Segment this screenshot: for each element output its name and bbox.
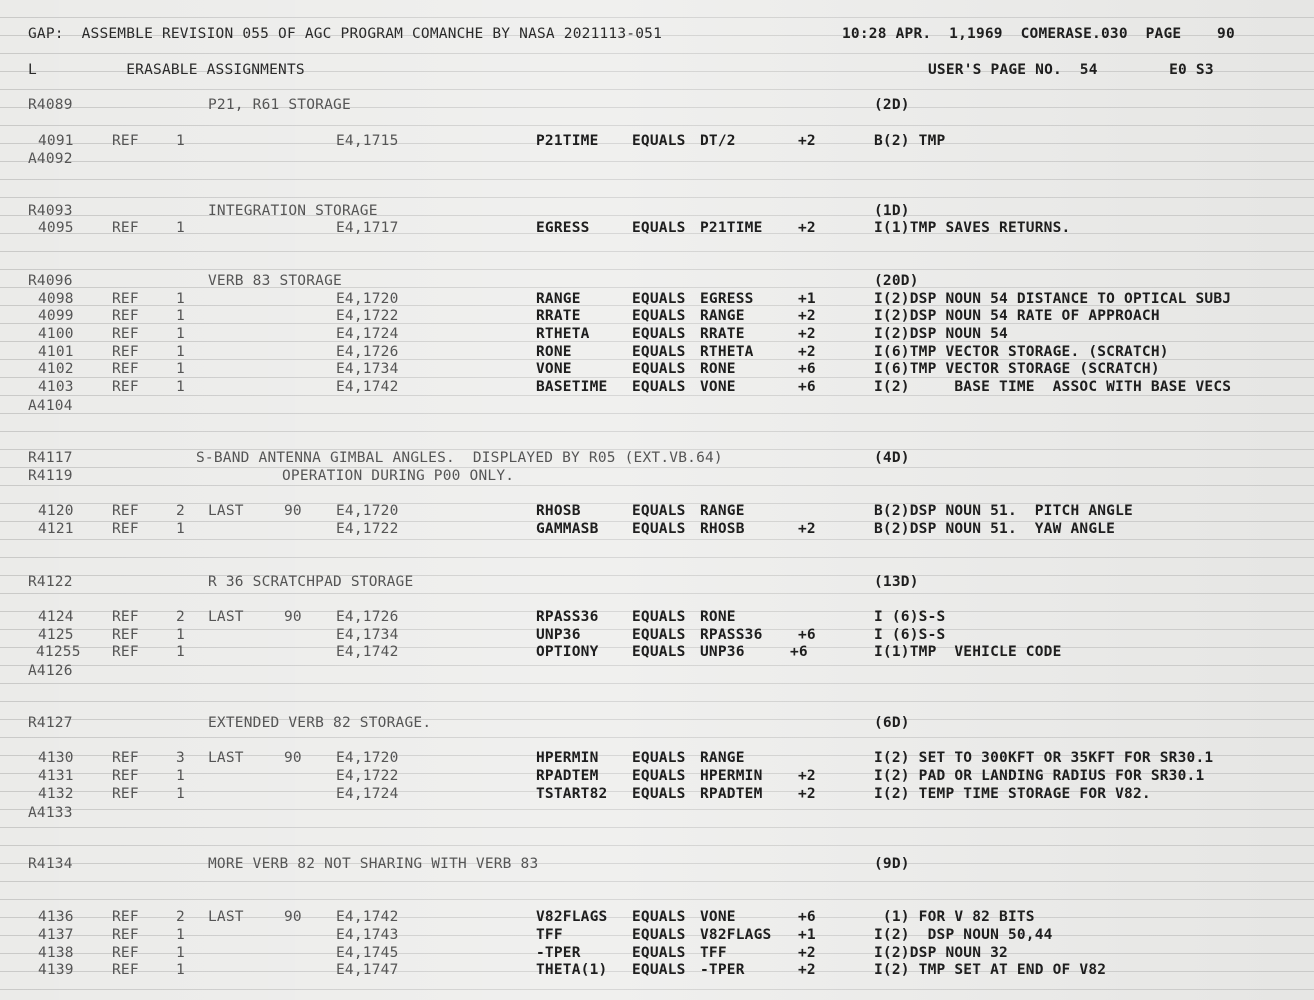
ref-count: 1 xyxy=(176,627,185,643)
line-number: 4103 xyxy=(38,379,74,395)
erasable-address: E4,1734 xyxy=(336,627,399,643)
section-title: R 36 SCRATCHPAD STORAGE xyxy=(208,574,414,590)
base-symbol: VONE xyxy=(700,379,736,395)
base-symbol: RPASS36 xyxy=(700,627,763,643)
last-page: 90 xyxy=(284,609,302,625)
erasable-address: E4,1745 xyxy=(336,945,399,961)
base-symbol: RRATE xyxy=(700,326,745,342)
section-size: (2D) xyxy=(874,97,910,113)
equals-keyword: EQUALS xyxy=(632,133,686,149)
ref-label: REF xyxy=(112,927,139,943)
equals-keyword: EQUALS xyxy=(632,909,686,925)
section-sequence-number: R4127 xyxy=(28,715,73,731)
ref-count: 1 xyxy=(176,521,185,537)
symbol-name: TSTART82 xyxy=(536,786,608,802)
symbol-name: P21TIME xyxy=(536,133,599,149)
ref-count: 1 xyxy=(176,768,185,784)
last-label: LAST xyxy=(208,503,244,519)
section-sequence-number: R4119 xyxy=(28,468,73,484)
symbol-name: TFF xyxy=(536,927,563,943)
section-sequence-number: R4122 xyxy=(28,574,73,590)
ref-count: 1 xyxy=(176,291,185,307)
equals-keyword: EQUALS xyxy=(632,379,686,395)
ref-label: REF xyxy=(112,786,139,802)
symbol-name: BASETIME xyxy=(536,379,608,395)
listing-marker: A4133 xyxy=(28,805,73,821)
offset: +2 xyxy=(798,308,816,324)
equals-keyword: EQUALS xyxy=(632,768,686,784)
ref-label: REF xyxy=(112,361,139,377)
ref-label: REF xyxy=(112,644,139,660)
symbol-name: RRATE xyxy=(536,308,581,324)
offset: +6 xyxy=(798,361,816,377)
line-number: 4131 xyxy=(38,768,74,784)
header-left: GAP: ASSEMBLE REVISION 055 OF AGC PROGRAM COMANCHE BY NASA 2021113-051 xyxy=(28,26,663,42)
offset: +2 xyxy=(798,786,816,802)
comment: I(2) PAD OR LANDING RADIUS FOR SR30.1 xyxy=(874,768,1205,784)
base-symbol: DT/2 xyxy=(700,133,736,149)
section-title: INTEGRATION STORAGE xyxy=(208,203,378,219)
base-symbol: P21TIME xyxy=(700,220,763,236)
line-number: 4101 xyxy=(38,344,74,360)
comment: (1) FOR V 82 BITS xyxy=(874,909,1035,925)
offset: +6 xyxy=(790,644,808,660)
equals-keyword: EQUALS xyxy=(632,750,686,766)
equals-keyword: EQUALS xyxy=(632,927,686,943)
subheader-left: L ERASABLE ASSIGNMENTS xyxy=(28,62,305,78)
erasable-address: E4,1717 xyxy=(336,220,399,236)
ref-count: 1 xyxy=(176,344,185,360)
ref-count: 1 xyxy=(176,133,185,149)
line-number: 4091 xyxy=(38,133,74,149)
base-symbol: RTHETA xyxy=(700,344,754,360)
offset: +6 xyxy=(798,627,816,643)
ref-label: REF xyxy=(112,909,139,925)
line-number: 4138 xyxy=(38,945,74,961)
comment: I(1)TMP SAVES RETURNS. xyxy=(874,220,1071,236)
line-number: 4102 xyxy=(38,361,74,377)
offset: +1 xyxy=(798,291,816,307)
comment: I(6)TMP VECTOR STORAGE (SCRATCH) xyxy=(874,361,1160,377)
equals-keyword: EQUALS xyxy=(632,786,686,802)
equals-keyword: EQUALS xyxy=(632,503,686,519)
offset: +2 xyxy=(798,962,816,978)
line-number: 4130 xyxy=(38,750,74,766)
comment: I(2)DSP NOUN 54 DISTANCE TO OPTICAL SUBJ xyxy=(874,291,1232,307)
line-number: 41255 xyxy=(36,644,81,660)
ref-count: 1 xyxy=(176,379,185,395)
offset: +2 xyxy=(798,133,816,149)
offset: +2 xyxy=(798,521,816,537)
symbol-name: HPERMIN xyxy=(536,750,599,766)
ref-count: 1 xyxy=(176,962,185,978)
base-symbol: VONE xyxy=(700,909,736,925)
equals-keyword: EQUALS xyxy=(632,609,686,625)
line-number: 4125 xyxy=(38,627,74,643)
offset: +2 xyxy=(798,768,816,784)
section-size: (20D) xyxy=(874,273,919,289)
offset: +2 xyxy=(798,326,816,342)
erasable-address: E4,1726 xyxy=(336,344,399,360)
ref-count: 1 xyxy=(176,945,185,961)
section-title: EXTENDED VERB 82 STORAGE. xyxy=(208,715,432,731)
ref-label: REF xyxy=(112,768,139,784)
equals-keyword: EQUALS xyxy=(632,945,686,961)
comment: I(2) TEMP TIME STORAGE FOR V82. xyxy=(874,786,1151,802)
comment: B(2)DSP NOUN 51. YAW ANGLE xyxy=(874,521,1116,537)
line-number: 4124 xyxy=(38,609,74,625)
comment: I(2) BASE TIME ASSOC WITH BASE VECS xyxy=(874,379,1232,395)
ref-count: 1 xyxy=(176,644,185,660)
erasable-address: E4,1724 xyxy=(336,326,399,342)
offset: +6 xyxy=(798,909,816,925)
offset: +1 xyxy=(798,927,816,943)
base-symbol: UNP36 xyxy=(700,644,745,660)
listing-marker: A4092 xyxy=(28,151,73,167)
symbol-name: THETA(1) xyxy=(536,962,608,978)
last-label: LAST xyxy=(208,609,244,625)
line-number: 4098 xyxy=(38,291,74,307)
base-symbol: RONE xyxy=(700,609,736,625)
symbol-name: EGRESS xyxy=(536,220,590,236)
header-right: 10:28 APR. 1,1969 COMERASE.030 PAGE 90 xyxy=(842,26,1235,42)
comment: I(6)TMP VECTOR STORAGE. (SCRATCH) xyxy=(874,344,1169,360)
comment: I(2)DSP NOUN 32 xyxy=(874,945,1008,961)
ref-label: REF xyxy=(112,945,139,961)
equals-keyword: EQUALS xyxy=(632,644,686,660)
comment: I (6)S-S xyxy=(874,609,946,625)
equals-keyword: EQUALS xyxy=(632,326,686,342)
section-sequence-number: R4134 xyxy=(28,856,73,872)
equals-keyword: EQUALS xyxy=(632,344,686,360)
symbol-name: -TPER xyxy=(536,945,581,961)
section-sequence-number: R4089 xyxy=(28,97,73,113)
base-symbol: EGRESS xyxy=(700,291,754,307)
erasable-address: E4,1724 xyxy=(336,786,399,802)
section-sequence-number: R4096 xyxy=(28,273,73,289)
offset: +6 xyxy=(798,379,816,395)
ref-count: 1 xyxy=(176,927,185,943)
listing-marker: A4126 xyxy=(28,663,73,679)
line-number: 4095 xyxy=(38,220,74,236)
ref-count: 1 xyxy=(176,308,185,324)
ref-count: 1 xyxy=(176,786,185,802)
section-sequence-number: R4093 xyxy=(28,203,73,219)
line-number: 4100 xyxy=(38,326,74,342)
symbol-name: RHOSB xyxy=(536,503,581,519)
ref-label: REF xyxy=(112,133,139,149)
last-page: 90 xyxy=(284,909,302,925)
equals-keyword: EQUALS xyxy=(632,308,686,324)
symbol-name: RPADTEM xyxy=(536,768,599,784)
listing-marker: A4104 xyxy=(28,398,73,414)
erasable-address: E4,1720 xyxy=(336,503,399,519)
offset: +2 xyxy=(798,945,816,961)
erasable-address: E4,1742 xyxy=(336,379,399,395)
symbol-name: VONE xyxy=(536,361,572,377)
erasable-address: E4,1734 xyxy=(336,361,399,377)
symbol-name: OPTIONY xyxy=(536,644,599,660)
section-title-continuation: OPERATION DURING P00 ONLY. xyxy=(282,468,515,484)
erasable-address: E4,1722 xyxy=(336,768,399,784)
comment: I(2) TMP SET AT END OF V82 xyxy=(874,962,1107,978)
base-symbol: RPADTEM xyxy=(700,786,763,802)
offset: +2 xyxy=(798,220,816,236)
ref-count: 2 xyxy=(176,909,185,925)
line-number: 4136 xyxy=(38,909,74,925)
last-label: LAST xyxy=(208,909,244,925)
base-symbol: TFF xyxy=(700,945,727,961)
line-number: 4132 xyxy=(38,786,74,802)
symbol-name: V82FLAGS xyxy=(536,909,608,925)
base-symbol: RANGE xyxy=(700,308,745,324)
symbol-name: UNP36 xyxy=(536,627,581,643)
comment: B(2) TMP xyxy=(874,133,946,149)
comment: B(2)DSP NOUN 51. PITCH ANGLE xyxy=(874,503,1133,519)
line-number: 4139 xyxy=(38,962,74,978)
ref-label: REF xyxy=(112,627,139,643)
ref-count: 2 xyxy=(176,503,185,519)
symbol-name: RONE xyxy=(536,344,572,360)
comment: I(2) DSP NOUN 50,44 xyxy=(874,927,1053,943)
comment: I(2)DSP NOUN 54 xyxy=(874,326,1008,342)
last-page: 90 xyxy=(284,750,302,766)
ref-count: 2 xyxy=(176,609,185,625)
equals-keyword: EQUALS xyxy=(632,627,686,643)
ref-count: 3 xyxy=(176,750,185,766)
section-sequence-number: R4117 xyxy=(28,450,73,466)
ref-label: REF xyxy=(112,521,139,537)
ref-label: REF xyxy=(112,962,139,978)
line-number: 4121 xyxy=(38,521,74,537)
erasable-address: E4,1742 xyxy=(336,644,399,660)
line-number: 4099 xyxy=(38,308,74,324)
erasable-address: E4,1743 xyxy=(336,927,399,943)
erasable-address: E4,1715 xyxy=(336,133,399,149)
ref-count: 1 xyxy=(176,220,185,236)
last-label: LAST xyxy=(208,750,244,766)
section-title: VERB 83 STORAGE xyxy=(208,273,342,289)
erasable-address: E4,1720 xyxy=(336,291,399,307)
erasable-address: E4,1720 xyxy=(336,750,399,766)
section-size: (4D) xyxy=(874,450,910,466)
base-symbol: RONE xyxy=(700,361,736,377)
base-symbol: RHOSB xyxy=(700,521,745,537)
equals-keyword: EQUALS xyxy=(632,962,686,978)
section-size: (6D) xyxy=(874,715,910,731)
equals-keyword: EQUALS xyxy=(632,220,686,236)
ref-label: REF xyxy=(112,609,139,625)
base-symbol: HPERMIN xyxy=(700,768,763,784)
comment: I (6)S-S xyxy=(874,627,946,643)
ref-count: 1 xyxy=(176,361,185,377)
comment: I(2) SET TO 300KFT OR 35KFT FOR SR30.1 xyxy=(874,750,1214,766)
section-title: MORE VERB 82 NOT SHARING WITH VERB 83 xyxy=(208,856,539,872)
equals-keyword: EQUALS xyxy=(632,521,686,537)
ref-label: REF xyxy=(112,308,139,324)
section-title: P21, R61 STORAGE xyxy=(208,97,351,113)
ref-label: REF xyxy=(112,326,139,342)
comment: I(1)TMP VEHICLE CODE xyxy=(874,644,1062,660)
ref-label: REF xyxy=(112,344,139,360)
symbol-name: RANGE xyxy=(536,291,581,307)
symbol-name: RPASS36 xyxy=(536,609,599,625)
line-number: 4120 xyxy=(38,503,74,519)
equals-keyword: EQUALS xyxy=(632,361,686,377)
comment: I(2)DSP NOUN 54 RATE OF APPROACH xyxy=(874,308,1160,324)
symbol-name: RTHETA xyxy=(536,326,590,342)
ref-label: REF xyxy=(112,503,139,519)
erasable-address: E4,1747 xyxy=(336,962,399,978)
ref-label: REF xyxy=(112,379,139,395)
ref-label: REF xyxy=(112,220,139,236)
section-title: S-BAND ANTENNA GIMBAL ANGLES. DISPLAYED BY R05 (EXT.VB.64) xyxy=(196,450,723,466)
equals-keyword: EQUALS xyxy=(632,291,686,307)
line-number: 4137 xyxy=(38,927,74,943)
base-symbol: V82FLAGS xyxy=(700,927,772,943)
ref-label: REF xyxy=(112,291,139,307)
section-size: (13D) xyxy=(874,574,919,590)
subheader-right: USER'S PAGE NO. 54 E0 S3 xyxy=(928,62,1214,78)
base-symbol: RANGE xyxy=(700,503,745,519)
section-size: (1D) xyxy=(874,203,910,219)
symbol-name: GAMMASB xyxy=(536,521,599,537)
offset: +2 xyxy=(798,344,816,360)
erasable-address: E4,1742 xyxy=(336,909,399,925)
base-symbol: RANGE xyxy=(700,750,745,766)
ref-label: REF xyxy=(112,750,139,766)
section-size: (9D) xyxy=(874,856,910,872)
ref-count: 1 xyxy=(176,326,185,342)
last-page: 90 xyxy=(284,503,302,519)
erasable-address: E4,1722 xyxy=(336,521,399,537)
base-symbol: -TPER xyxy=(700,962,745,978)
erasable-address: E4,1726 xyxy=(336,609,399,625)
erasable-address: E4,1722 xyxy=(336,308,399,324)
